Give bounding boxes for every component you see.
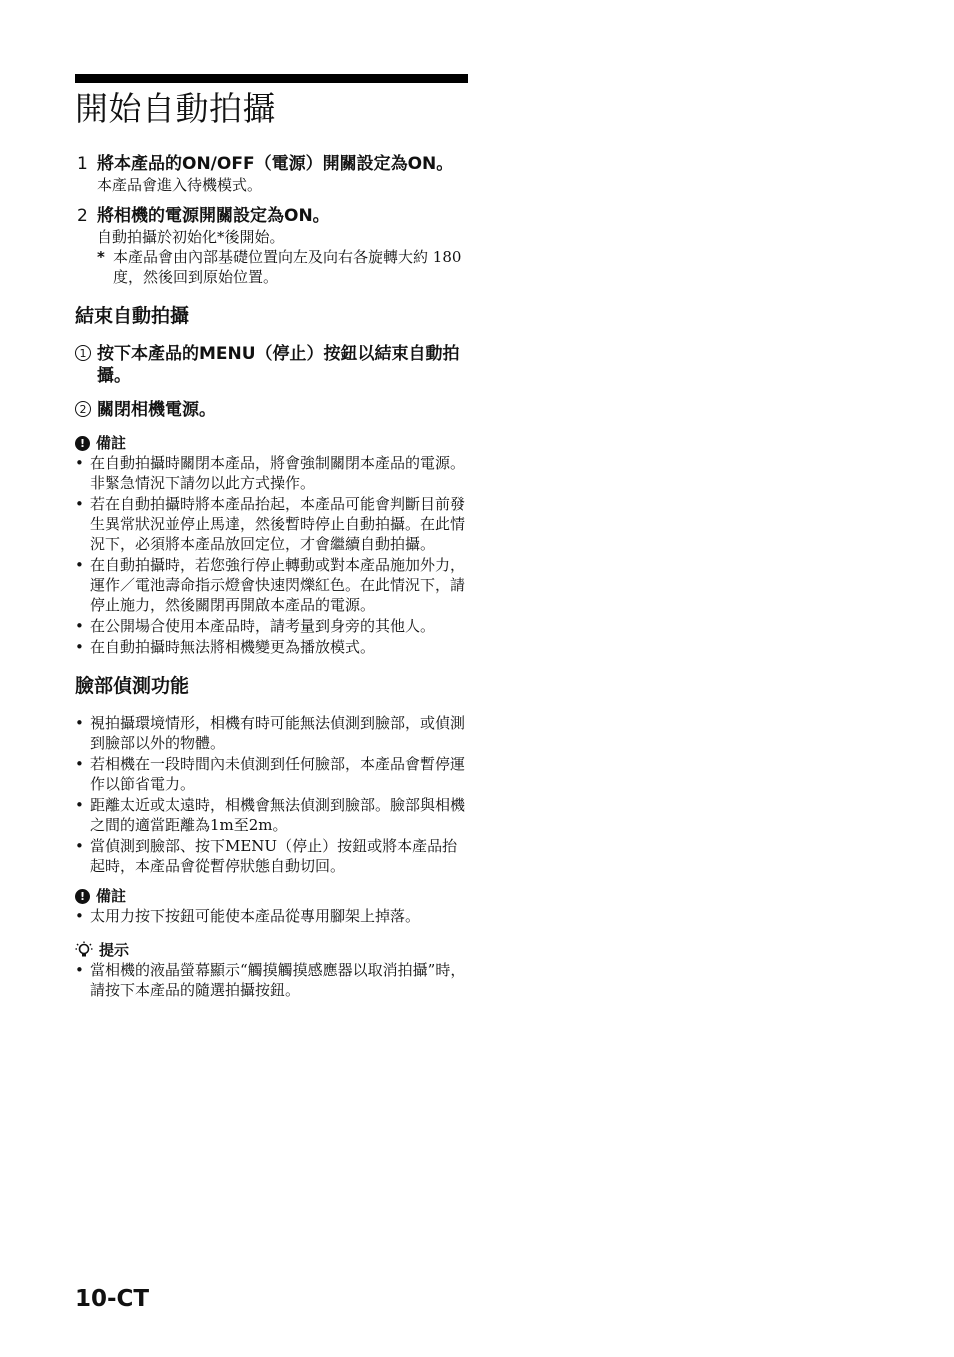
hint-item: • 當相機的液晶螢幕顯示“觸摸觸摸感應器以取消拍攝”時，請按下本產品的隨選拍攝按鈕。 <box>75 961 466 999</box>
end-step-2 <box>75 399 469 421</box>
face-item: • 當偵測到臉部、按下MENU（停止）按鈕或將本產品抬起時，本產品會從暫停狀態自動切回。 <box>75 837 458 875</box>
step-title: 將本產品的ON/OFF（電源）開關設定為ON。 <box>97 154 454 174</box>
step-number: 1 <box>77 154 88 174</box>
note-header <box>75 886 469 906</box>
circled-number: 1 <box>75 345 91 361</box>
face-list <box>75 713 469 876</box>
face-item: • 視拍攝環境情形，相機有時可能無法偵測到臉部，或偵測到臉部以外的物體。 <box>75 714 466 752</box>
step-body: 自動拍攝於初始化*後開始。 <box>97 228 285 246</box>
page-title: 開始自動拍攝 <box>75 89 276 128</box>
note-list <box>75 453 469 657</box>
note-item: • 若在自動拍攝時將本產品抬起，本產品可能會判斷目前發生異常狀況並停止馬達，然後暫時停止自動拍攝。在此情況下，必須將本產品放回定位，才會繼續自動拍攝。 <box>75 495 466 553</box>
note-item: • 在公開場合使用本產品時，請考量到身旁的其他人。 <box>75 617 436 635</box>
step-number: 2 <box>77 206 88 226</box>
face-note-list <box>75 906 469 926</box>
face-item: • 若相機在一段時間內未偵測到任何臉部，本產品會暫停運作以節省電力。 <box>75 755 466 793</box>
note-item: • 太用力按下按鈕可能使本產品從專用腳架上掉落。 <box>75 907 421 925</box>
page-number: 10-CT <box>75 1286 150 1312</box>
note-label: 備註 <box>96 887 127 905</box>
section-heading-end: 結束自動拍攝 <box>75 305 190 327</box>
hint-header <box>75 940 469 960</box>
section-heading-face: 臉部偵測功能 <box>75 675 190 697</box>
circled-number: 2 <box>75 401 91 417</box>
hint-label: 提示 <box>99 941 130 959</box>
note-icon: ! <box>75 436 90 451</box>
note-item: • 在自動拍攝時關閉本產品，將會強制關閉本產品的電源。非緊急情況下請勿以此方式操作。 <box>75 454 466 492</box>
hint-list <box>75 960 469 1000</box>
end-step-text: 關閉相機電源。 <box>97 400 216 420</box>
page-column <box>75 74 469 1001</box>
title-rule <box>75 74 468 83</box>
footnote <box>97 247 469 287</box>
step-1 <box>75 153 469 195</box>
note-item: • 在自動拍攝時，若您強行停止轉動或對本產品施加外力，運作／電池壽命指示燈會快速閃爍紅色。在此情況下，請停止施力，然後關閉再開啟本產品的電源。 <box>75 556 466 614</box>
note-header <box>75 433 469 453</box>
note-icon: ! <box>75 889 90 904</box>
step-2 <box>75 205 469 287</box>
note-item: • 在自動拍攝時無法將相機變更為播放模式。 <box>75 638 376 656</box>
note-label: 備註 <box>96 434 127 452</box>
step-body: 本產品會進入待機模式。 <box>97 176 263 194</box>
end-step-text: 按下本產品的MENU（停止）按鈕以結束自動拍攝。 <box>97 344 460 386</box>
footnote-text: 本產品會由內部基礎位置向左及向右各旋轉大約 180 度，然後回到原始位置。 <box>113 248 462 286</box>
step-title: 將相機的電源開關設定為ON。 <box>97 206 330 226</box>
lightbulb-icon <box>75 941 93 959</box>
face-item: • 距離太近或太遠時，相機會無法偵測到臉部。臉部與相機之間的適當距離為1m至2m。 <box>75 796 466 834</box>
end-step-1 <box>75 343 469 387</box>
footnote-mark: * <box>97 248 105 266</box>
